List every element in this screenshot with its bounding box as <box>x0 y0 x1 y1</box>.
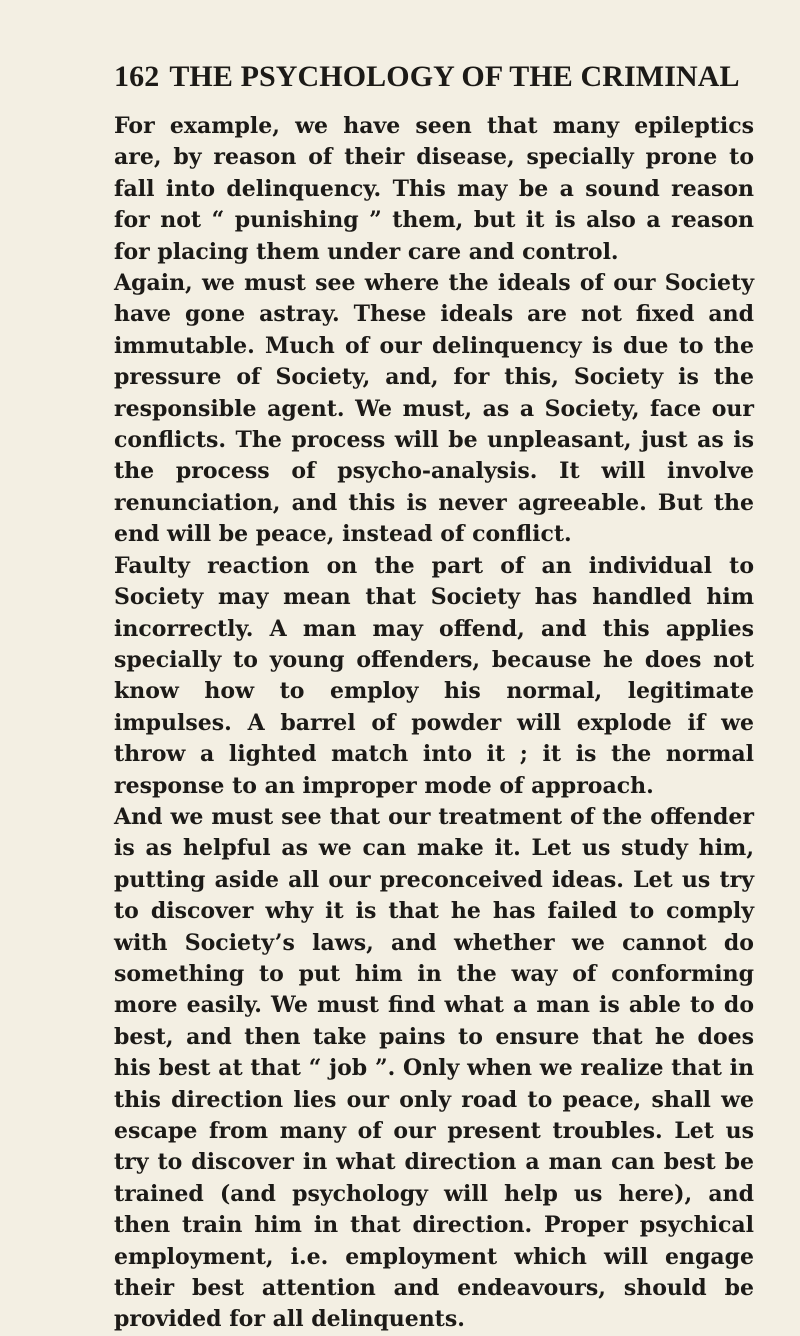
paragraph-2: Again, we must see where the ideals of our Society have gone astray. These ideals are not fixed and immutable. Much of our delinquency is due to the pressure of Society, and, for this, Society is the responsible agent. We must, as a Society, face our conflicts. The process will be unpleasant, just as is the process of psycho-analysis. It will involve renunciation, and this is never agreeable. But the end will be peace, instead of conflict. <box>114 270 754 548</box>
body-text <box>114 111 754 1336</box>
page-number: 162 <box>114 60 160 93</box>
paragraph-1: For example, we have seen that many epileptics are, by reason of their disease, specially prone to fall into delinquency. This may be a sound reason for not “ punishing ” them, but it is also a reason for placing them under care and control. <box>114 113 754 265</box>
running-head <box>114 60 754 94</box>
paragraph-4: And we must see that our treatment of the offender is as helpful as we can make it. Let us study him, putting aside all our preconceived ideas. Let us try to discover why it is that he has failed to comply with Society’s laws, and whether we cannot do something to put him in the way of conforming more easily. We must find what a man is able to do best, and then take pains to ensure that he does his best at that “ job ”. Only when we realize that in this direction lies our only road to peace, shall we escape from many of our present troubles. Let us try to discover in what direction a man can best be trained (and psychology will help us here), and then train him in that direction. Proper psychical employment, i.e. employment which will engage their best attention and endeavours, should be provided for all delinquents. <box>114 803 754 1333</box>
paragraph-3: Faulty reaction on the part of an individual to Society may mean that Society has handled him incorrectly. A man may offend, and this applies specially to young offenders, because he does not know how to employ his normal, legitimate impulses. A barrel of powder will explode if we throw a lighted match into it ; it is the normal response to an improper mode of approach. <box>114 552 754 799</box>
running-title: THE PSYCHOLOGY OF THE CRIMINAL <box>169 60 740 93</box>
